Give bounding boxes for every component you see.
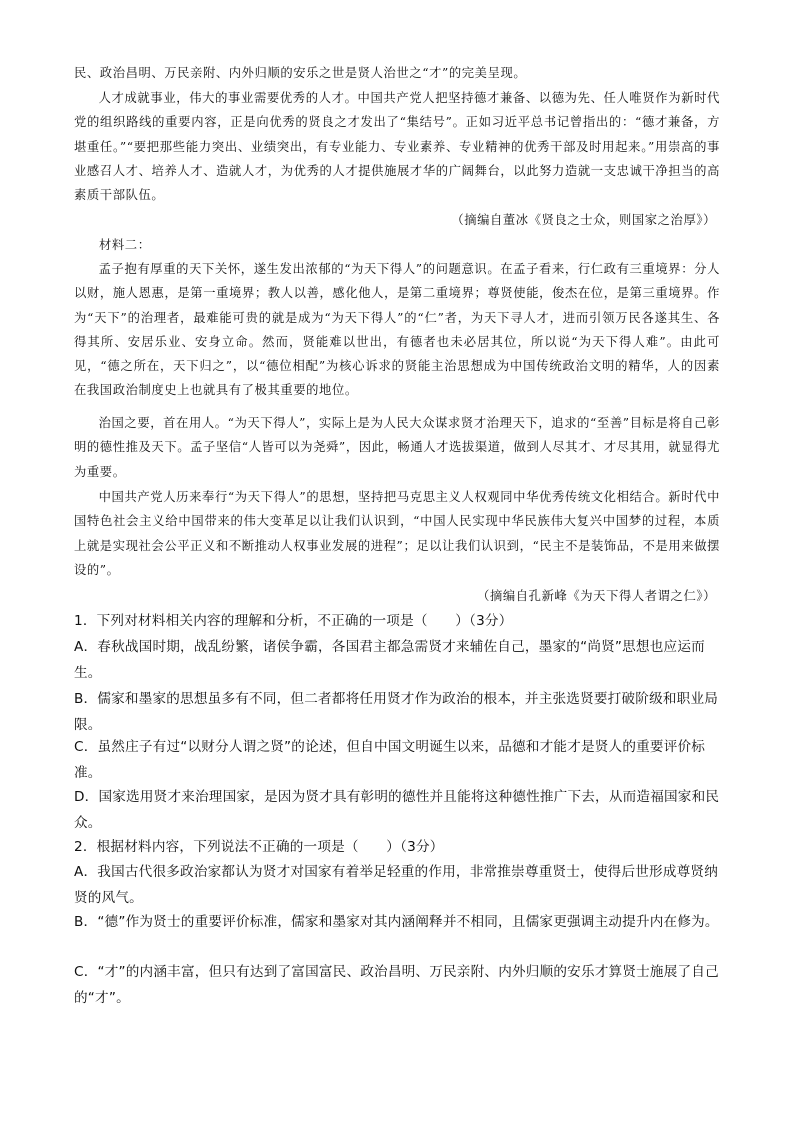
question-1-stem: 1．下列对材料相关内容的理解和分析，不正确的一项是（ ）（3分） (74, 613, 513, 629)
source-citation-1: （摘编自董冰《贤良之士众，则国家之治厚》） (451, 213, 716, 227)
paragraph-continuation: 民、政治昌明、万民亲附、内外归顺的安乐之世是贤人治世之“才”的完美呈现。 (74, 66, 527, 80)
material-2-paragraph-1: 孟子抱有厚重的天下关怀，遂生发出浓郁的“为天下得人”的问题意识。在孟子看来，行仁政有三重境界：分人以财，施人恩惠，是第一重境界；教人以善，感化他人，是第二重境界；尊贤使能，俊杰在位，是第三重境界。作为“天下”的治理者，最难能可贵的就是成为“为天下得人”的“仁”者，为天下寻人才，进而引领万民各遂其生、各得其所、安居乐业、安身立命。然而，贤能难以世出，有德者也未必居其位，所以说“为天下得人难”。由此可见，“德之所在，天下归之”，以“德位相配”为核心诉求的贤能主治思想成为中国传统政治文明的精华，人的因素在我国政治制度史上也就具有了极其重要的地位。 (74, 262, 720, 398)
question-2-option-b[interactable]: B．“德”作为贤士的重要评价标准，儒家和墨家对其内涵阐释并不相同，且儒家更强调主动提升内在修为。 (74, 914, 719, 930)
question-1-option-a[interactable]: A．春秋战国时期，战乱纷繁，诸侯争霸，各国君主都急需贤才来辅佐自己，墨家的“尚贤”思想也应运而生。 (74, 639, 705, 682)
source-citation-2: （摘编自孔新峰《为天下得人者谓之仁》） (477, 589, 716, 603)
question-2-option-c[interactable]: C．“才”的内涵丰富，但只有达到了富国富民、政治昌明、万民亲附、内外归顺的安乐才算贤士施展了自己的“才”。 (74, 964, 719, 1007)
question-1-option-b[interactable]: B．儒家和墨家的思想虽多有不同，但二者都将任用贤才作为政治的根本，并主张选贤要打破阶级和职业局限。 (74, 691, 719, 734)
material-2-paragraph-2: 治国之要，首在用人。“为天下得人”，实际上是为人民大众谋求贤才治理天下，追求的“至善”目标是将自己彰明的德性推及天下。孟子坚信“人皆可以为尧舜”，因此，畅通人才选拔渠道，做到人尽其才、才尽其用，就显得尤为重要。 (74, 416, 720, 479)
question-2-stem: 2．根据材料内容，下列说法不正确的一项是（ ）（3分） (74, 839, 444, 855)
question-2-option-a[interactable]: A．我国古代很多政治家都认为贤才对国家有着举足轻重的作用，非常推崇尊重贤士，使得后世形成尊贤纳贤的风气。 (74, 864, 719, 907)
question-1-option-d[interactable]: D．国家选用贤才来治理国家，是因为贤才具有彰明的德性并且能将这种德性推广下去，从而造福国家和民众。 (74, 789, 720, 832)
material-2-paragraph-3: 中国共产党人历来奉行“为天下得人”的思想，坚持把马克思主义人权观同中华优秀传统文化相结合。新时代中国特色社会主义给中国带来的伟大变革足以让我们认识到，“中国人民实现中华民族伟大复兴中国梦的过程，本质上就是实现社会公平正义和不断推动人权事业发展的进程”；足以让我们认识到，“民主不是装饰品，不是用来做摆设的”。 (74, 490, 720, 577)
material-2-label: 材料二： (99, 238, 151, 252)
question-1-option-c[interactable]: C．虽然庄子有过“以财分人谓之贤”的论述，但自中国文明诞生以来，品德和才能才是贤人的重要评价标准。 (74, 739, 706, 782)
paragraph-talent: 人才成就事业，伟大的事业需要优秀的人才。中国共产党人把坚持德才兼备、以德为先、任人唯贤作为新时代党的组织路线的重要内容，正是向优秀的贤良之才发出了“集结号”。正如习近平总书记曾指出的：“德才兼备，方堪重任。”“要把那些能力突出、业绩突出，有专业能力、专业素养、专业精神的优秀干部及时用起来。”用崇高的事业感召人才、培养人才、造就人才，为优秀的人才提供施展才华的广阔舞台，以此努力造就一支忠诚干净担当的高素质干部队伍。 (74, 91, 720, 203)
